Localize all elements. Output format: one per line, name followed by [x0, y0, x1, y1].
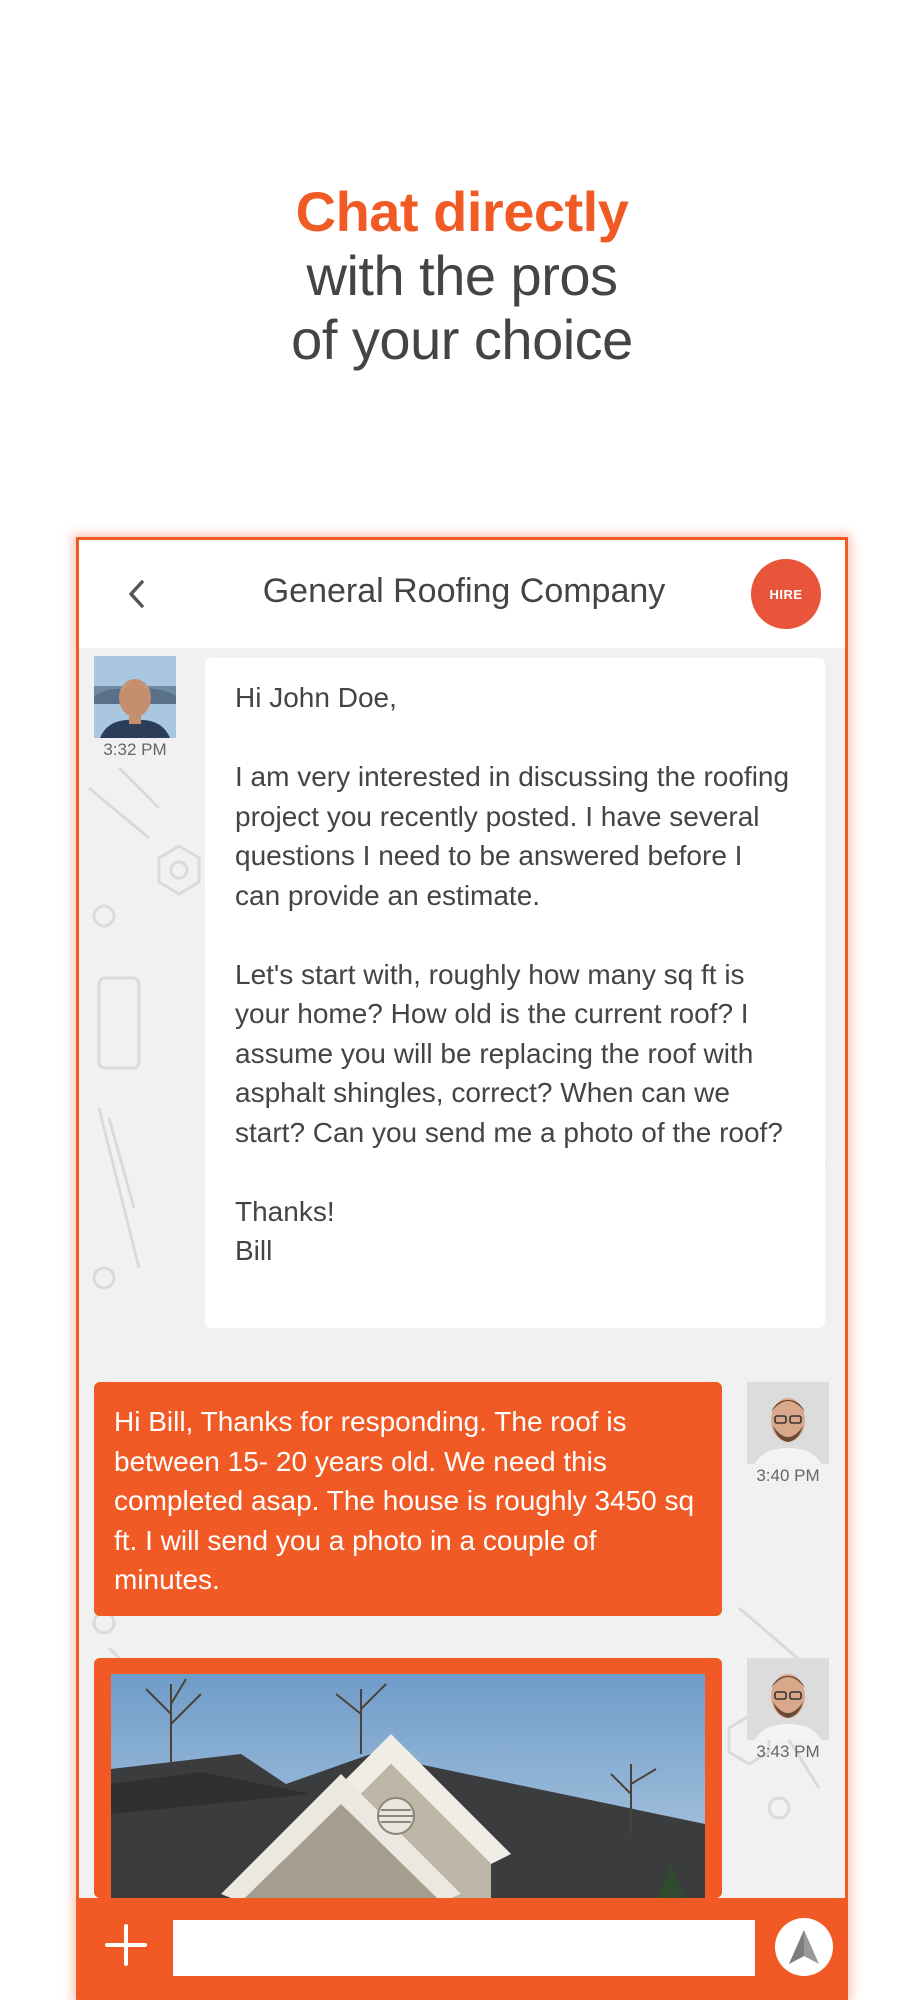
- message-timestamp: 3:40 PM: [756, 1466, 820, 1485]
- hero-line-2: with the pros: [306, 244, 618, 307]
- plus-icon: [103, 1922, 149, 1968]
- chat-screen: [76, 537, 848, 2000]
- roof-photo-image: [111, 1674, 705, 1914]
- avatar-john[interactable]: [747, 1658, 829, 1740]
- outgoing-photo-bubble[interactable]: [94, 1658, 722, 1898]
- hire-button[interactable]: HIRE: [751, 559, 821, 629]
- hero-headline: [0, 180, 924, 372]
- avatar-john-image: [747, 1382, 829, 1464]
- message-input-bar: [79, 1898, 845, 2000]
- chat-header: [79, 540, 845, 648]
- chat-title: General Roofing Company: [262, 572, 666, 610]
- send-button[interactable]: [775, 1918, 833, 1976]
- avatar-bill[interactable]: [94, 656, 176, 738]
- outgoing-message-bubble: Hi Bill, Thanks for responding. The roof is between 15- 20 years old. We need this completed asap. The house is roughly 3450 sq ft. I will send you a photo in a couple of minutes.: [94, 1382, 722, 1616]
- avatar-bill-image: [94, 656, 176, 738]
- back-button[interactable]: [119, 574, 155, 614]
- hero-line-3: of your choice: [291, 308, 633, 371]
- add-attachment-button[interactable]: [103, 1922, 149, 1968]
- incoming-message-bubble: Hi John Doe, I am very interested in discussing the roofing project you recently posted. I have several questions I need to be answered before I can provide an estimate. Let's start with, roughly how many sq ft is your home? How old is the current roof? I assume you will be replacing the roof with asphalt shingles, correct? When can we start? Can you send me a photo of the roof? Thanks! Bill: [205, 658, 825, 1328]
- message-input[interactable]: [173, 1920, 755, 1976]
- hero-line-accent: Chat directly: [295, 180, 629, 243]
- chevron-left-icon: [126, 578, 148, 610]
- avatar-john-image: [747, 1658, 829, 1740]
- message-list[interactable]: [79, 648, 845, 1898]
- message-timestamp: 3:43 PM: [756, 1742, 820, 1761]
- avatar-john[interactable]: [747, 1382, 829, 1464]
- send-icon: [787, 1928, 821, 1966]
- roof-photo[interactable]: [111, 1674, 705, 1914]
- message-timestamp: 3:32 PM: [103, 740, 167, 759]
